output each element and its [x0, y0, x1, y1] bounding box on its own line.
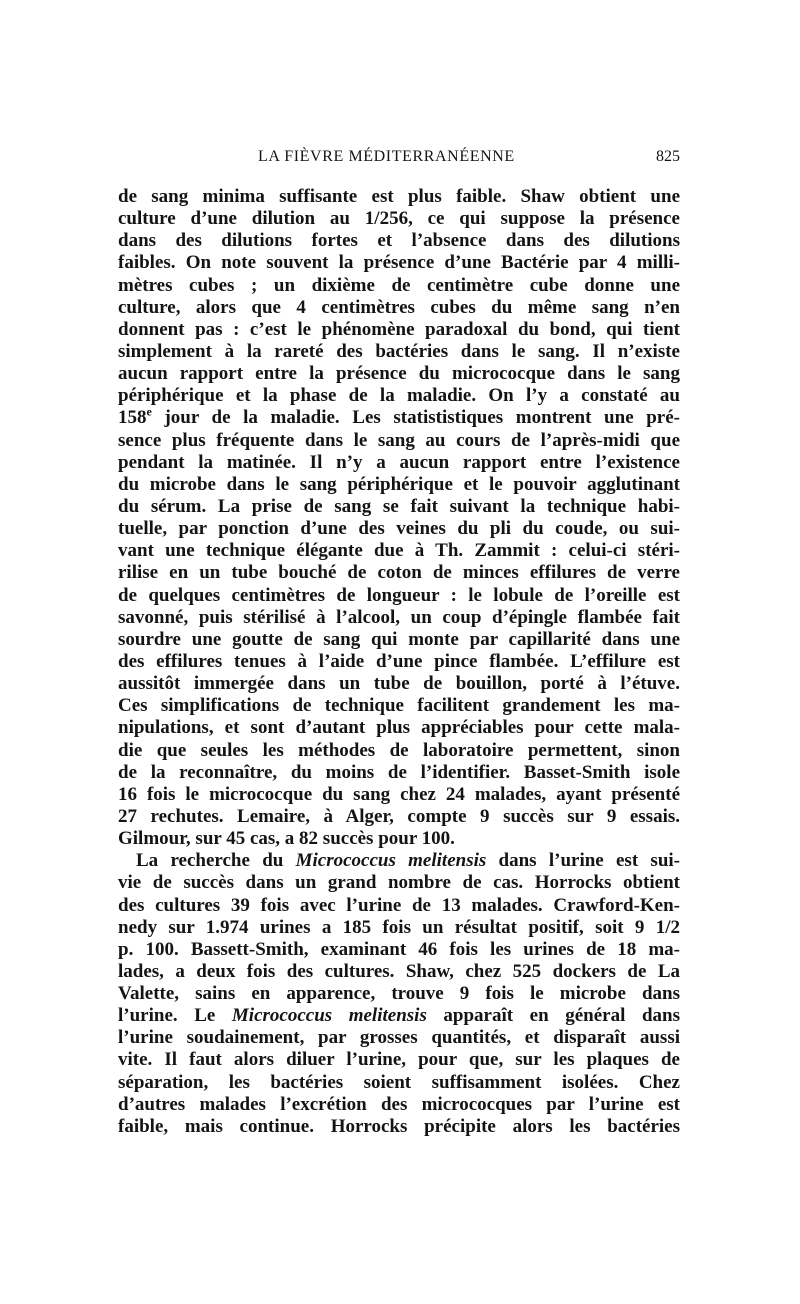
text-line: dans des dilutions fortes et l’absence dans des dilutions	[118, 230, 680, 252]
text-line: lades, a deux fois des cultures. Shaw, chez 525 dockers de La	[118, 960, 680, 982]
paragraph-end-line: Gilmour, sur 45 cas, a 82 succès pour 100.	[118, 828, 455, 850]
body-text	[118, 186, 680, 1138]
text-line: Ces simplifications de technique facilitent grandement les ma-	[118, 695, 680, 717]
text-line: simplement à la rareté des bactéries dans le sang. Il n’existe	[118, 340, 680, 362]
text-line: rilise en un tube bouché de coton de minces effilures de verre	[118, 562, 680, 584]
text-line: tuelle, par ponction d’une des veines du pli du coude, ou sui-	[118, 518, 680, 540]
text-line: vant une technique élégante due à Th. Zammit : celui-ci stéri-	[118, 540, 680, 562]
text-line: nipulations, et sont d’autant plus appréciables pour cette mala-	[118, 717, 680, 739]
text-line: séparation, les bactéries soient suffisamment isolées. Chez	[118, 1071, 680, 1093]
text-line: savonné, puis stérilisé à l’alcool, un coup d’épingle flambée fait	[118, 606, 680, 628]
running-header	[118, 148, 680, 172]
text-line: de quelques centimètres de longueur : le lobule de l’oreille est	[118, 584, 680, 606]
text-line: 27 rechutes. Lemaire, à Alger, compte 9 succès sur 9 essais.	[118, 805, 680, 827]
paragraph-start-line: La recherche du Micrococcus melitensis dans l’urine est sui-	[136, 850, 680, 872]
text-line: Valette, sains en apparence, trouve 9 fois le microbe dans	[118, 983, 680, 1005]
text-line: d’autres malades l’excrétion des micrococques par l’urine est	[118, 1093, 680, 1115]
text-line: aussitôt immergée dans un tube de bouillon, porté à l’étuve.	[118, 673, 680, 695]
text-line: mètres cubes ; un dixième de centimètre cube donne une	[118, 274, 680, 296]
text-line: culture d’une dilution au 1/256, ce qui suppose la présence	[118, 208, 680, 230]
text-line: périphérique et la phase de la maladie. On l’y a constaté au	[118, 385, 680, 407]
text-line: vie de succès dans un grand nombre de cas. Horrocks obtient	[118, 872, 680, 894]
text-line: de la reconnaître, du moins de l’identifier. Basset-Smith isole	[118, 761, 680, 783]
text-line: l’urine. Le Micrococcus melitensis apparaît en général dans	[118, 1005, 680, 1027]
text-line: de sang minima suffisante est plus faible. Shaw obtient une	[118, 186, 680, 207]
text-line: nedy sur 1.974 urines a 185 fois un résultat positif, soit 9 1/2	[118, 916, 680, 938]
text-line: sence plus fréquente dans le sang au cours de l’après-midi que	[118, 429, 680, 451]
text-line: 158e jour de la maladie. Les statististiques montrent une pré-	[118, 405, 680, 429]
text-line: p. 100. Bassett-Smith, examinant 46 fois les urines de 18 ma-	[118, 938, 680, 960]
species-name-italic: Micrococcus melitensis	[295, 850, 487, 872]
text-line: sourdre une goutte de sang qui monte par capillarité dans une	[118, 628, 680, 650]
ordinal-suffix: e	[146, 405, 152, 420]
text-line: l’urine soudainement, par grosses quantités, et disparaît aussi	[118, 1027, 680, 1049]
text-line: donnent pas : c’est le phénomène paradoxal du bond, qui tient	[118, 318, 680, 340]
text-line: du sérum. La prise de sang se fait suivant la technique habi-	[118, 495, 680, 517]
species-name-italic: Micrococcus melitensis	[231, 1005, 427, 1027]
text-line: vite. Il faut alors diluer l’urine, pour que, sur les plaques de	[118, 1049, 680, 1071]
text-line: du microbe dans le sang périphérique et le pouvoir agglutinant	[118, 473, 680, 495]
text-line: faibles. On note souvent la présence d’une Bactérie par 4 milli-	[118, 252, 680, 274]
page-number: 825	[656, 148, 680, 165]
text-line: culture, alors que 4 centimètres cubes du même sang n’en	[118, 296, 680, 318]
text-line: des effilures tenues à l’aide d’une pince flambée. L’effilure est	[118, 650, 680, 672]
text-line: 16 fois le micrococque du sang chez 24 malades, ayant présenté	[118, 783, 680, 805]
running-title: LA FIÈVRE MÉDITERRANÉENNE	[258, 148, 515, 165]
text-line: pendant la matinée. Il n’y a aucun rapport entre l’existence	[118, 451, 680, 473]
text-line: des cultures 39 fois avec l’urine de 13 malades. Crawford-Ken-	[118, 894, 680, 916]
text-line: die que seules les méthodes de laboratoire permettent, sinon	[118, 739, 680, 761]
text-line: aucun rapport entre la présence du micrococque dans le sang	[118, 363, 680, 385]
text-line: faible, mais continue. Horrocks précipite alors les bactéries	[118, 1115, 680, 1137]
